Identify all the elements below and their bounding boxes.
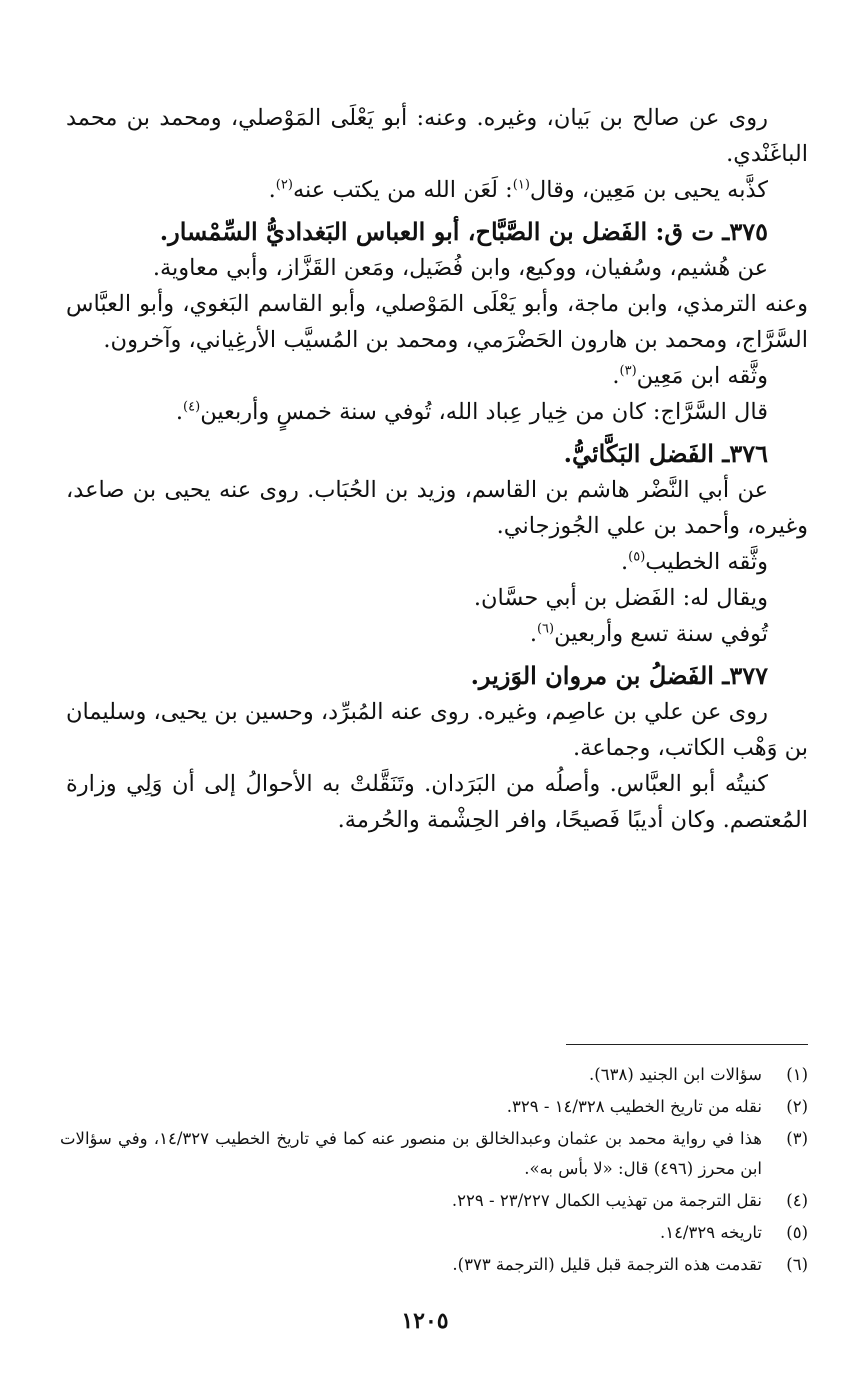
- entry-heading-376: ٣٧٦ـ الفَضل البَكَّائيُّ.: [563, 439, 768, 468]
- footnote-text: تاريخه ١٤/٣٢٩.: [659, 1223, 762, 1242]
- page-number: ١٢٠٥: [401, 1308, 449, 1334]
- paragraph: [66, 394, 808, 430]
- footnote-number: (٥): [786, 1223, 808, 1242]
- paragraph: [66, 544, 808, 580]
- paragraph: [66, 358, 808, 394]
- footnote-divider: [566, 1044, 808, 1045]
- text-run: .: [612, 363, 620, 389]
- footnote-text: نقل الترجمة من تهذيب الكمال ٢٣/٢٢٧ - ٢٢٩.: [451, 1191, 762, 1210]
- text-run: تُوفي سنة تسع وأربعين: [554, 621, 768, 647]
- footnote-number: (٤): [786, 1191, 808, 1210]
- paragraph: روى عن صالح بن بَيان، وغيره. وعنه: أبو يَعْلَى المَوْصلي، ومحمد بن محمد الباغَنْدي.: [66, 105, 808, 167]
- footnote: [60, 1250, 808, 1280]
- paragraph: [66, 616, 808, 652]
- text-run: : لَعَن الله من يكتب عنه: [292, 177, 513, 203]
- paragraph: ويقال له: الفَضل بن أبي حسَّان.: [473, 585, 768, 611]
- footnote-ref[interactable]: (٦): [536, 621, 555, 637]
- paragraph: وعنه الترمذي، وابن ماجة، وأبو يَعْلَى المَوْصلي، وأبو القاسم البَغوي، وأبو العبَّاس السَّرَّاج، ومحمد بن هارون الحَضْرَمي، ومحمد بن المُسيَّب الأرغِياني، وآخرون.: [66, 291, 808, 353]
- footnote-text: نقله من تاريخ الخطيب ١٤/٣٢٨ - ٣٢٩.: [506, 1097, 762, 1116]
- footnotes: [60, 1060, 808, 1282]
- footnote-number: (٣): [786, 1129, 808, 1148]
- text-run: كذَّبه يحيى بن مَعِين، وقال: [529, 177, 768, 203]
- footnote: [60, 1124, 808, 1184]
- entry-heading-375: ٣٧٥ـ ت ق: الفَضل بن الصَّبَّاح، أبو العباس البَغداديُّ السِّمْسار.: [159, 217, 768, 246]
- footnote-text: سؤالات ابن الجنيد (٦٣٨).: [589, 1065, 762, 1084]
- main-text: [66, 100, 808, 838]
- text-run: وثَّقه ابن مَعِين: [636, 363, 768, 389]
- text-run: .: [621, 549, 629, 575]
- footnote-number: (٢): [786, 1097, 808, 1116]
- footnote-number: (٦): [786, 1255, 808, 1274]
- entry-heading-377: ٣٧٧ـ الفَضلُ بن مروان الوَزير.: [470, 661, 768, 690]
- text-run: قال السَّرَّاج: كان من خِيار عِباد الله، تُوفي سنة خمسٍ وأربعين: [200, 399, 768, 425]
- paragraph: كنيتُه أبو العبَّاس. وأصلُه من البَرَدان. وتَنَقَّلتْ به الأحوالُ إلى أن وَلِي وزارة المُعتصم. وكان أديبًا فَصيحًا، وافر الحِشْمة والحُرمة.: [66, 771, 808, 833]
- footnote-ref[interactable]: (٥): [628, 549, 646, 565]
- footnote-ref[interactable]: (٤): [183, 399, 201, 415]
- footnote-text: هذا في رواية محمد بن عثمان وعبدالخالق بن منصور عنه كما في تاريخ الخطيب ١٤/٣٢٧، وفي سؤالات ابن محرز (٤٩٦) قال: «لا بأس به».: [60, 1129, 762, 1178]
- text-run: .: [175, 399, 184, 425]
- paragraph: روى عن علي بن عاصِم، وغيره. روى عنه المُبرِّد، وحسين بن يحيى، وسليمان بن وَهْب الكاتب، وجماعة.: [66, 699, 808, 761]
- text-run: .: [529, 621, 537, 647]
- footnote: [60, 1092, 808, 1122]
- footnote-ref[interactable]: (١): [512, 177, 530, 193]
- footnote-ref[interactable]: (٢): [275, 177, 293, 193]
- text-run: وثَّقه الخطيب: [645, 549, 768, 575]
- paragraph: [66, 172, 808, 208]
- paragraph: عن هُشيم، وسُفيان، ووكيع، وابن فُضَيل، ومَعن القَزَّاز، وأبي معاوية.: [152, 255, 768, 281]
- footnote: [60, 1186, 808, 1216]
- footnote-ref[interactable]: (٣): [619, 363, 637, 379]
- text-run: .: [268, 177, 276, 203]
- footnote-number: (١): [786, 1065, 808, 1084]
- paragraph: عن أبي النَّضْر هاشم بن القاسم، وزيد بن الحُبَاب. روى عنه يحيى بن صاعد، وغيره، وأحمد بن علي الجُوزجاني.: [66, 477, 808, 539]
- footnote: [60, 1218, 808, 1248]
- footnote-text: تقدمت هذه الترجمة قبل قليل (الترجمة ٣٧٣).: [452, 1255, 762, 1274]
- footnote: [60, 1060, 808, 1090]
